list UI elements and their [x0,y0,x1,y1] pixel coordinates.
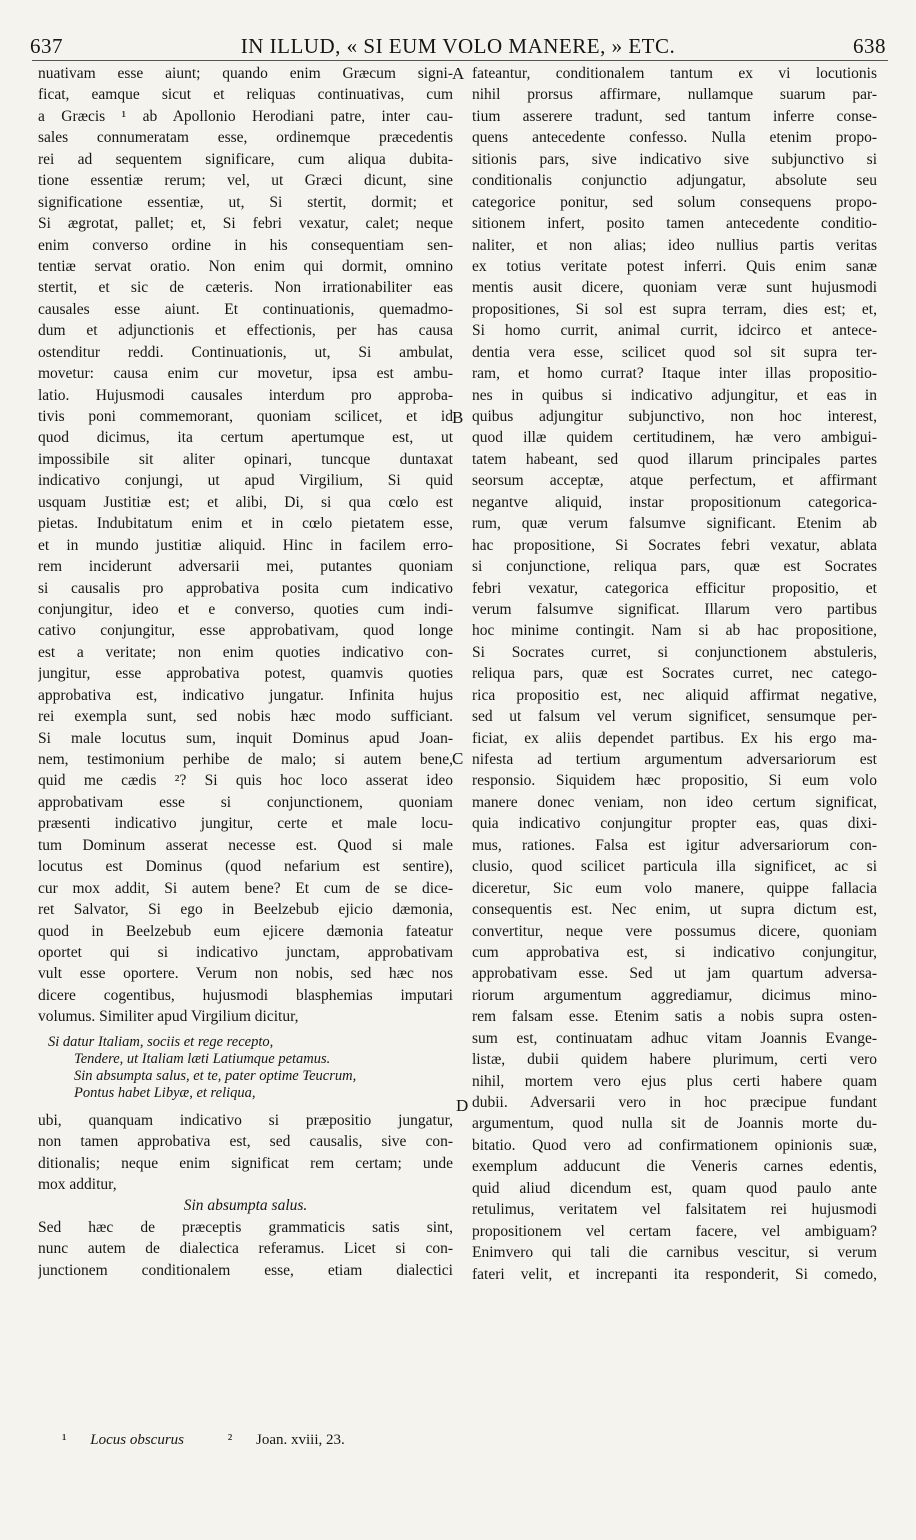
text-line: ficat, eamque sicut et reliquas continuativas, cum [38,86,453,104]
margin-marker-d: D [456,1096,469,1115]
text-line: clusio, quod scilicet particula illa significet, ac si [472,858,877,876]
text-line: præsenti indicativo jungitur, certe et male locu- [38,815,453,833]
text-line: categorice ponitur, sed solum consequens propo- [472,193,877,211]
text-line: tione essentiæ rerum; vel, ut Græci dicunt, sine [38,172,453,190]
text-line: sed ut falsum vel verum significet, sensumque per- [472,708,877,726]
text-line: quod dicimus, ita certum apertumque est, ut [38,429,453,447]
text-line: hoc minime contingit. Nam si ab hac propositione, [472,622,877,640]
text-line: sitionem infert, posito tamen antecedente conditio- [472,215,877,233]
margin-marker-c: C [452,749,464,768]
left-page-number: 637 [30,34,63,58]
text-line: mentis ausit dicere, quoniam veræ sunt hujusmodi [472,279,877,297]
text-line: negantve aliquid, instar propositionum categorica- [472,493,877,511]
text-line: febri vexatur, categorica efficitur propositio, et [472,579,877,597]
text-line: cativo conjungitur, esse approbativam, quod longe [38,622,453,640]
text-line: stertit, et sic de cæteris. Non irrationabiliter eas [38,279,453,297]
text-line: Enimvero qui tali die carnibus vescitur, si verum [472,1244,877,1262]
text-line: tium asserere tradunt, sed tantum inferre conse- [472,107,877,125]
left-column-body [38,63,453,1028]
footnote-2-text: Joan. xviii, 23. [256,1432,345,1448]
right-column-body [472,63,877,1285]
text-line: naliter, et non alias; ideo nullius partis veritas [472,236,877,254]
right-page-number: 638 [853,34,886,58]
text-line: listæ, dubii quidem habere plurimum, certi vero [472,1051,877,1069]
text-line: sales connumeratam esse, ordinemque præcedentis [38,129,453,147]
left-column-end [38,1217,453,1281]
text-line: oportet qui si indicativo junctam, approbativam [38,943,453,961]
text-line: vult esse oportere. Verum non nobis, sed hæc nos [38,965,453,983]
text-line: mox additur, [38,1176,117,1193]
text-line: nem, testimonium perhibe de malo; si autem bene, [38,751,453,768]
text-line: mus, rationes. Falsa est igitur adversariorum con- [472,836,877,854]
text-line: ex totius veritate potest inferri. Quis enim sanæ [472,257,877,275]
text-line: Si homo currit, animal currit, idcirco et antece- [472,322,877,340]
text-line: nifesta ad tertium argumentum adversariorum est [472,751,877,768]
text-line: si conjunctione, reliqua pars, quæ est Socrates [472,558,877,576]
text-line: cur mox addit, Si autem bene? Et cum de se dice- [38,879,453,897]
text-line: tivis poni commemorant, quoniam scilicet, et id [38,408,453,425]
footnote-1-text: Locus obscurus [90,1432,185,1448]
footnote-2-mark: ² [227,1432,233,1448]
text-line: nihil, mortem vero ejus plus certi habere quam [472,1072,877,1090]
text-line: cum approbativa est, si indicativo conjungitur, [472,943,877,961]
text-line: verum falsumve significat. Illarum vero partibus [472,600,877,618]
text-line: quod in Beelzebub eum ejicere dæmonia fateatur [38,922,453,940]
text-line: conditionalis conjunctio adjungatur, absolute seu [472,172,877,190]
text-line: Sed hæc de præceptis grammaticis satis sint, [38,1218,453,1236]
text-line: locutus est Dominus (quod nefarium est sentire), [38,858,453,876]
text-line: junctionem conditionalem esse, etiam dialectici [38,1261,453,1279]
margin-marker-a: A [452,64,465,83]
text-line: riorum argumentum aggrediamur, dicimus mino- [472,986,877,1004]
text-line: dubii. Adversarii vero in hoc præcipue fundant [472,1094,877,1111]
text-line: seorsum acceptæ, atque perfectum, et affirmant [472,472,877,490]
text-line: hac propositione, Si Socrates febri vexatur, ablata [472,536,877,554]
text-line: jungitur, esse approbativa potest, quamvis quoties [38,665,453,683]
text-line: quens antecedente confesso. Nulla etenim propo- [472,129,877,147]
verse-line: Sin absumpta salus, et te, pater optime Teucrum, [74,1067,357,1084]
text-line: rem falsam esse. Etenim satis a nobis supra osten- [472,1008,877,1026]
text-line: tentiæ servat oratio. Non enim qui dormit, omnino [38,257,453,275]
text-line: reliqua pars, quæ est Socrates curret, nec catego- [472,665,877,683]
text-line: si causalis pro approbativa posita cum indicativo [38,579,453,597]
text-line: quid aliud dicendum est, quam quod paulo ante [472,1179,877,1197]
text-line: sitionis pars, sive indicativo sive subjunctivo si [472,150,877,168]
text-line: rem inciderunt adversarii mei, putantes quoniam [38,558,453,576]
text-line: Si Socrates curret, si conjunctionem abstuleris, [472,643,877,661]
verse-line: Si datur Italiam, sociis et rege recepto, [48,1033,274,1050]
text-line: propositionem vel certam facere, vel ambiguam? [472,1222,877,1240]
text-line: a Græcis ¹ ab Apollonio Herodiani patre, inter cau- [38,107,453,125]
text-line: propositiones, Si sol est supra terram, dies est; et, [472,300,877,318]
text-line: ram, et homo currat? Itaque inter illas propositio- [472,365,877,383]
footnote-1 [62,1432,204,1448]
text-line: indicativo conjungi, ut apud Virgilium, Si quid [38,472,453,490]
text-line: fateri velit, et increpanti ita responderit, Si comedo, [472,1265,877,1283]
centered-quote: Sin absumpta salus. [183,1197,308,1215]
text-line: impossibile sit aliter opinari, tuncque duntaxat [38,450,453,468]
text-line: approbativa est, indicativo jungatur. Infinita hujus [38,686,453,704]
text-line: diceretur, Sic eum volo manere, quippe fallacia [472,879,877,897]
verse-quotation [48,1034,453,1102]
verse-line: Tendere, ut Italiam læti Latiumque petamus. [74,1050,331,1067]
text-line: ubi, quanquam indicativo si præpositio jungatur, [38,1111,453,1129]
text-line: quia indicativo conjungitur propter eas, quas dixi- [472,815,877,833]
text-line: dum et adjunctionis et effectionis, per has causa [38,322,453,340]
text-line: fateantur, conditionalem tantum ex vi locutionis [472,65,877,82]
text-line: nuativam esse aiunt; quando enim Græcum signi- [38,65,453,82]
text-line: rei ad sequentem significare, cum aliqua dubita- [38,150,453,168]
text-line: est a veritate; non enim quoties indicativo con- [38,643,453,661]
text-line: ficiat, ex aliis dependet partibus. Ex his ergo ma- [472,729,877,747]
text-line: non tamen approbativa est, sed causalis, sive con- [38,1133,453,1151]
text-line: nihil prorsus affirmare, nullamque suarum par- [472,86,877,104]
text-line: manere donec veniam, non ideo certum significat, [472,793,877,811]
text-line: ditionalis; neque enim significat rem certam; unde [38,1154,453,1172]
text-line: causales esse aiunt. Et continuationis, quemadmo- [38,300,453,318]
text-line: latio. Hujusmodi causales interdum pro approba- [38,386,453,404]
text-line: conjungitur, ideo et e converso, quoties cum indi- [38,600,453,618]
text-line: et in mundo justitiæ aliquid. Hinc in facilem erro- [38,536,453,554]
footnote-1-mark: ¹ [62,1432,67,1448]
margin-marker-b: B [452,408,464,427]
text-line: usquam Justitiæ est; et alibi, Di, si qua cœlo est [38,493,453,511]
right-column [472,63,877,1285]
left-column-continuation [38,1110,453,1196]
verse-line: Pontus habet Libyæ, et reliqua, [74,1084,256,1101]
text-line: quibus adjungitur subjunctivo, non hoc interest, [472,408,877,425]
text-line: approbativam esse si conjunctionem, quoniam [38,793,453,811]
text-line: quod illæ quidem certitudinem, hæ vero ambigui- [472,429,877,447]
running-title: IN ILLUD, « SI EUM VOLO MANERE, » ETC. [240,34,676,58]
text-line: consequentis est. Nec enim, ut supra dictum est, [472,901,877,919]
text-line: sum est, continuatam adhuc vitam Joannis Evange- [472,1029,877,1047]
text-line: volumus. Similiter apud Virgilium dicitur, [38,1008,299,1026]
text-line: nes in quibus si indicativo adjungitur, et eas in [472,386,877,404]
text-line: rei exempla sunt, sed nobis hæc modo sufficiant. [38,708,453,726]
text-line: significatione essentiæ, ut, Si stertit, dormit; et [38,193,453,211]
text-line: tatem habeant, sed quod illarum principales partes [472,450,877,468]
footnotes [62,1432,385,1449]
text-line: rica propositio est, nec aliquid affirmat negative, [472,686,877,704]
text-line: quid me cædis ²? Si quis hoc loco asserat ideo [38,772,453,790]
text-line: pietas. Indubitatum enim et in cœlo pietatem esse, [38,515,453,533]
text-line: convertitur, neque vere possumus dicere, quoniam [472,922,877,940]
text-line: bitatio. Quod vero ad confirmationem opinionis suæ, [472,1136,877,1154]
text-line: dentia vera esse, scilicet quod sol sit supra ter- [472,343,877,361]
text-line: nunc autem de dialectica referamus. Licet si con- [38,1240,453,1258]
text-line: argumentum, quod nulla sit de Joannis morte du- [472,1115,877,1133]
text-line: ostenditur reddi. Continuationis, ut, Si ambulat, [38,343,453,361]
text-line: dicere cogentibus, hujusmodi blasphemias imputari [38,986,453,1004]
text-line: rum, quæ verum falsumve significant. Etenim ab [472,515,877,533]
text-line: responsio. Siquidem hæc propositio, Si eum volo [472,772,877,790]
text-line: Si male locutus sum, inquit Dominus apud Joan- [38,729,453,747]
text-line: approbativam esse. Sed ut jam quartum adversa- [472,965,877,983]
footnote-2 [228,1432,365,1448]
header-rule [32,60,888,61]
text-line: ret Salvator, Si ego in Beelzebub ejicio dæmonia, [38,901,453,919]
text-line: retulimus, veritatem vel falsitatem rei hujusmodi [472,1201,877,1219]
text-line: Si ægrotat, pallet; et, Si febri vexatur, calet; neque [38,215,453,233]
left-column [38,63,453,1281]
text-line: tum Dominum asserat necesse est. Quod si male [38,836,453,854]
text-line: enim converso ordine in his consequentiam sen- [38,236,453,254]
text-line: movetur: causa enim cur movetur, ipsa est ambu- [38,365,453,383]
text-line: exemplum adducunt die Veneris carnes edentis, [472,1158,877,1176]
